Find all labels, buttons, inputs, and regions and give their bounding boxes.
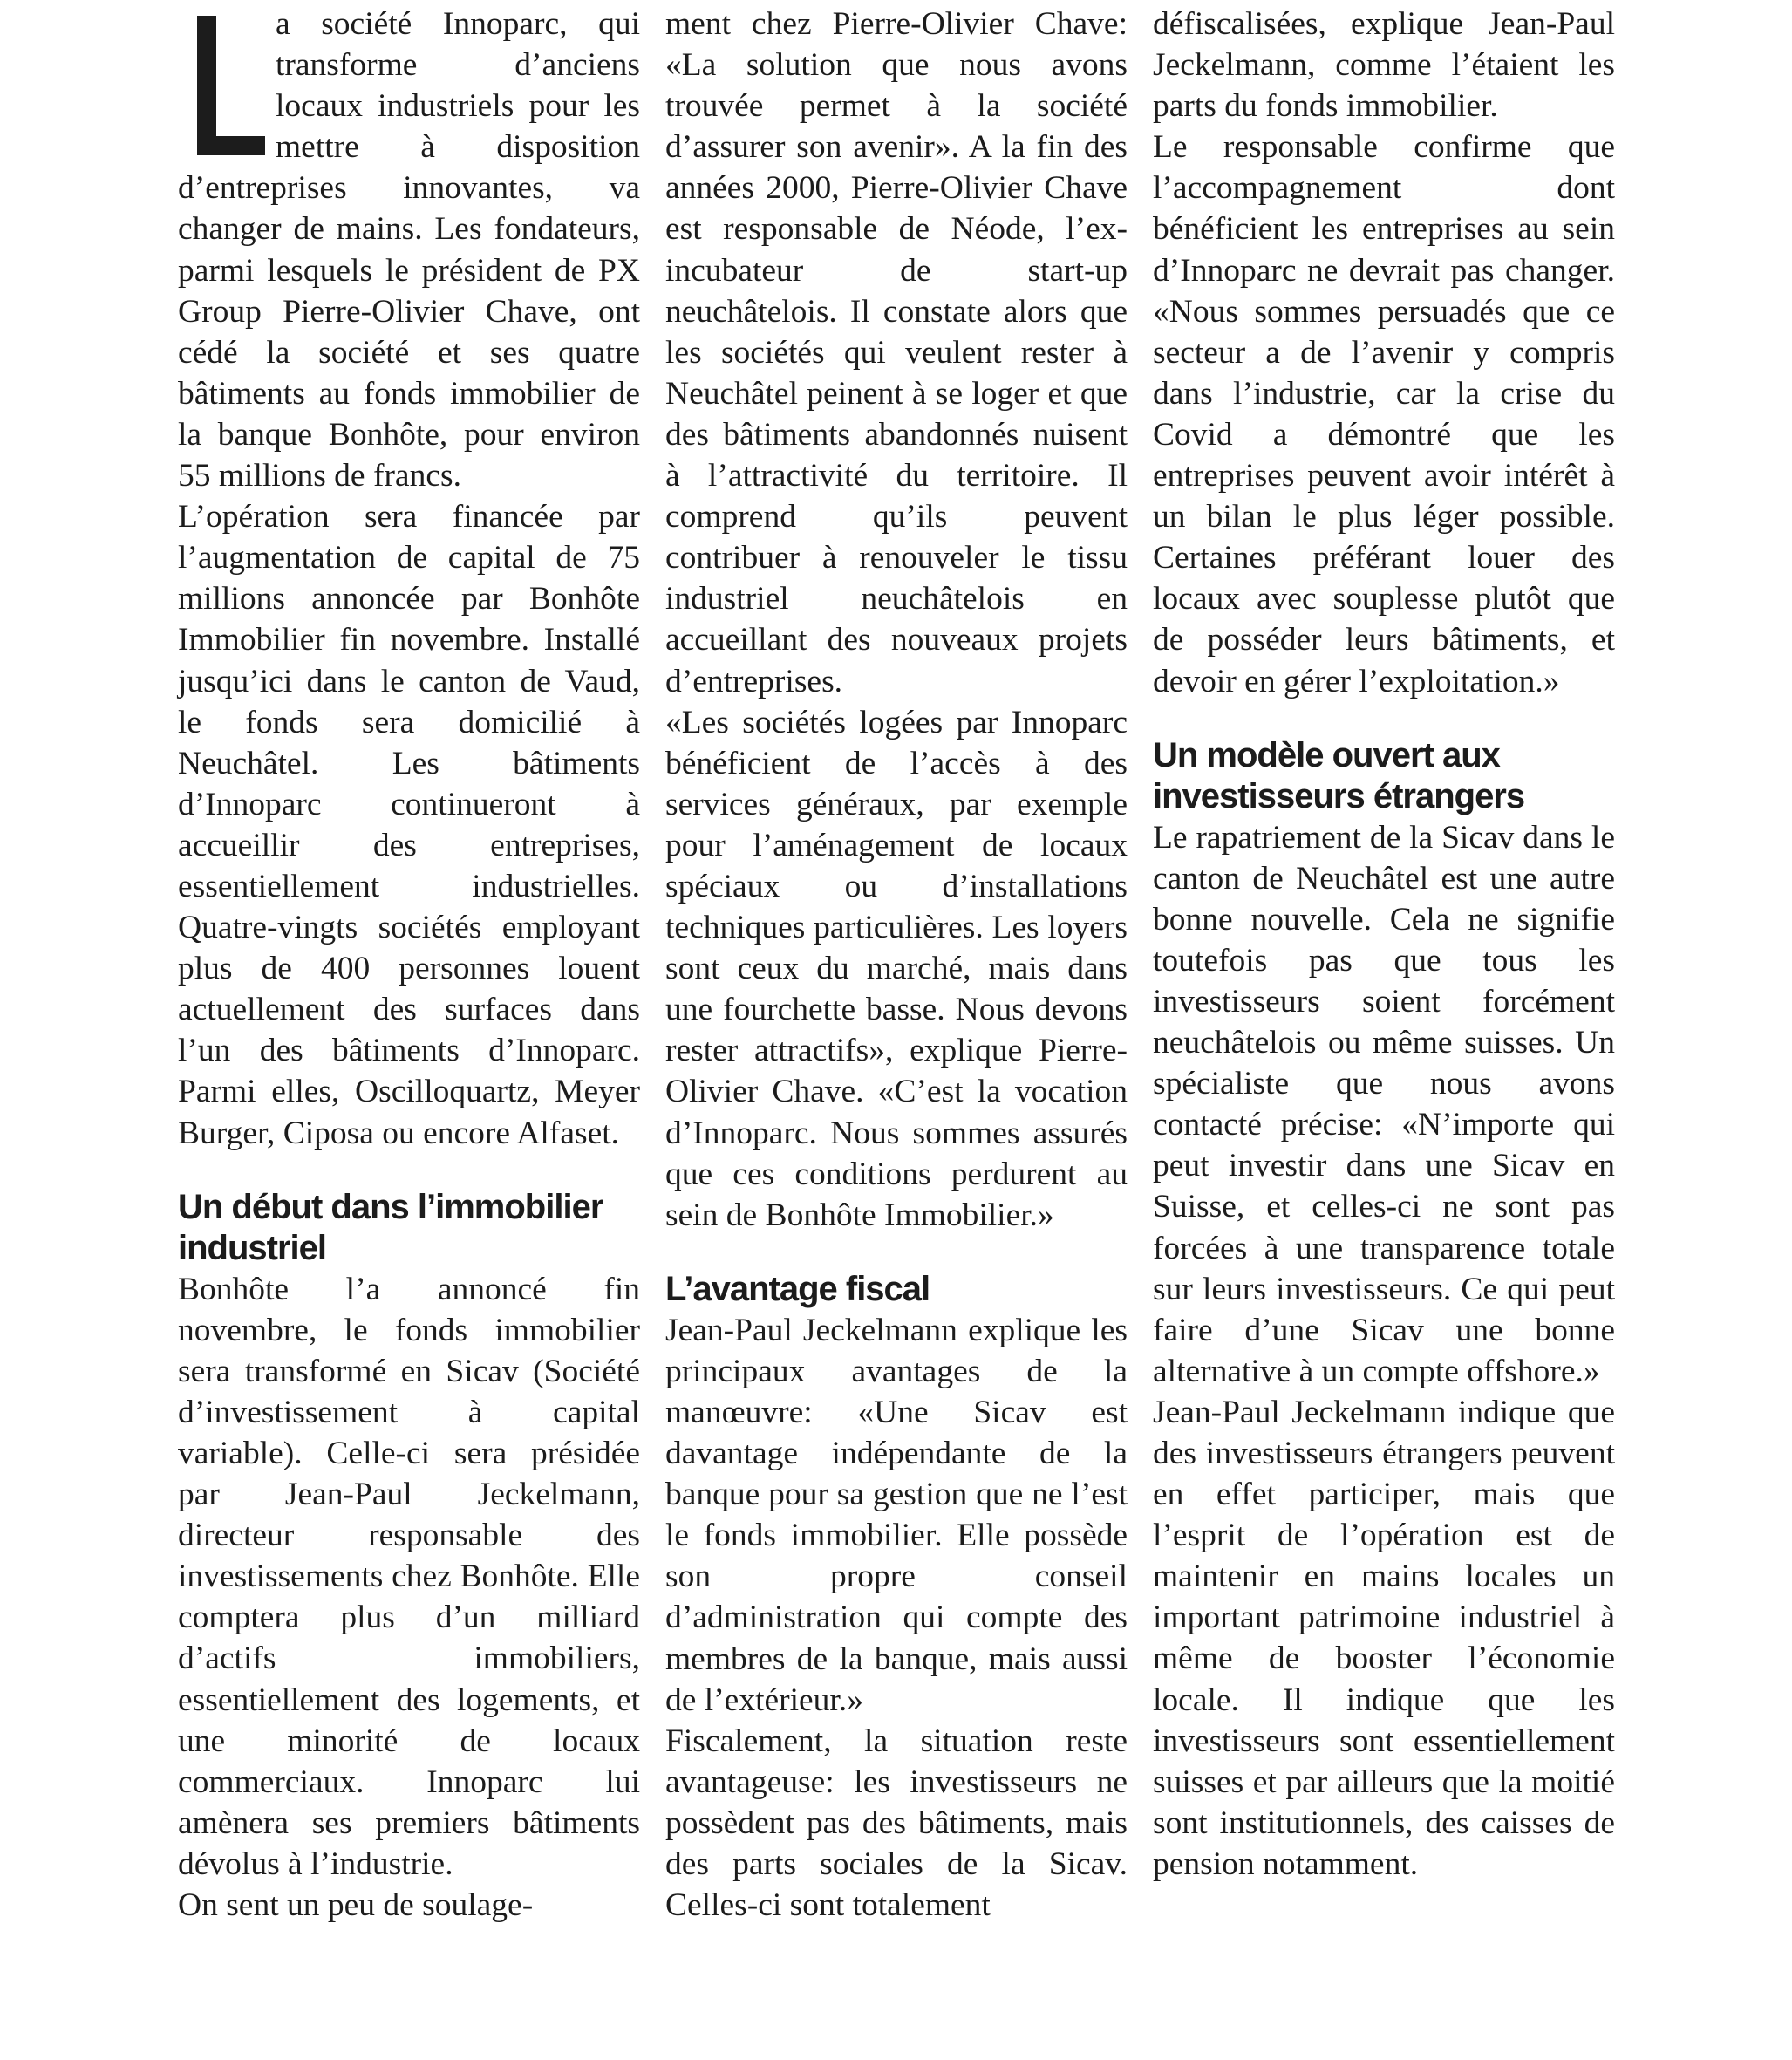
- body-paragraph: ment chez Pierre-Olivier Chave: «La solution que nous avons trouvée permet à la société d’assurer son avenir». A la fin des années 2000, Pierre-Olivier Chave est responsable de Néode, l’ex-incubateur de start-up neuchâtelois. Il constate alors que les sociétés qui veulent rester à Neuchâtel peinent à se loger et que des bâtiments abandonnés nuisent à l’attractivité du territoire. Il comprend qu’ils peuvent contribuer à renouveler le tissu industriel neuchâtelois en accueillant des nouveaux projets d’entreprises.: [665, 6, 1128, 699]
- article-column-1: [178, 3, 640, 1926]
- body-paragraph: Fiscalement, la situation reste avantageuse: les investisseurs ne possèdent pas des bâtiments, mais des parts sociales de la Sicav. Celles-ci sont totalement: [665, 1722, 1128, 1924]
- body-paragraph: Jean-Paul Jeckelmann explique les principaux avantages de la manœuvre: «Une Sicav est davantage indépendante de la banque pour sa gestion que ne l’est le fonds immobilier. Elle possède son propre conseil d’administration qui compte des membres de la banque, mais aussi de l’extérieur.»: [665, 1312, 1128, 1718]
- section-heading: Un modèle ouvert aux investisseurs étrangers: [1153, 735, 1525, 815]
- article-column-2: [665, 3, 1128, 1926]
- body-paragraph: Le rapatriement de la Sicav dans le canton de Neuchâtel est une autre bonne nouvelle. Cela ne signifie toutefois pas que tous les investisseurs soient forcément neuchâtelois ou même suisses. Un spécialiste que nous avons contacté précise: «N’importe qui peut investir dans une Sicav en Suisse, et celles-ci ne sont pas forcées à une transparence totale sur leurs investisseurs. Ce qui peut faire d’une Sicav une bonne alternative à un compte offshore.»: [1153, 819, 1615, 1389]
- article-column-3: [1153, 3, 1615, 1885]
- body-paragraph: Jean-Paul Jeckelmann indique que des investisseurs étrangers peuvent en effet participer, mais que l’esprit de l’opération est de maintenir en mains locales un important patrimoine industriel à même de booster l’économie locale. Il indique que les investisseurs sont essentiellement suisses et par ailleurs que la moitié sont institutionnels, des caisses de pension notamment.: [1153, 1394, 1615, 1882]
- body-paragraph: L’opération sera financée par l’augmentation de capital de 75 millions annoncée par Bonhôte Immobilier fin novembre. Installé jusqu’ici dans le canton de Vaud, le fonds sera domicilié à Neuchâtel. Les bâtiments d’Innoparc continueront à accueillir des entreprises, essentiellement industrielles. Quatre-vingts sociétés employant plus de 400 personnes louent actuellement des surfaces dans l’un des bâtiments d’Innoparc. Parmi elles, Oscilloquartz, Meyer Burger, Ciposa ou encore Alfaset.: [178, 499, 640, 1151]
- body-paragraph: «Les sociétés logées par Innoparc bénéficient de l’accès à des services généraux, par exemple pour l’aménagement de locaux spéciaux ou d’installations techniques particulières. Les loyers sont ceux du marché, mais dans une fourchette basse. Nous devons rester attractifs», explique Pierre-Olivier Chave. «C’est la vocation d’Innoparc. Nous sommes assurés que ces conditions perdurent au sein de Bonhôte Immobilier.»: [665, 704, 1128, 1233]
- section-heading: L’avantage fiscal: [665, 1269, 930, 1308]
- body-paragraph: Bonhôte l’a annoncé fin novembre, le fonds immobilier sera transformé en Sicav (Société d’investissement à capital variable). Celle-ci sera présidée par Jean-Paul Jeckelmann, directeur responsable des investissements chez Bonhôte. Elle comptera plus d’un milliard d’actifs immobiliers, essentiellement des logements, et une minorité de locaux commerciaux. Innoparc lui amènera ses premiers bâtiments dévolus à l’industrie.: [178, 1271, 640, 1882]
- body-paragraph: On sent un peu de soulage-: [178, 1887, 534, 1924]
- lead-paragraph-block: [178, 3, 640, 496]
- body-paragraph: défiscalisées, explique Jean-Paul Jeckelmann, comme l’étaient les parts du fonds immobilier.: [1153, 6, 1615, 125]
- body-paragraph: Le responsable confirme que l’accompagnement dont bénéficient les entreprises au sein d’Innoparc ne devrait pas changer. «Nous sommes persuadés que ce secteur a de l’avenir y compris dans l’industrie, car la crise du Covid a démontré que les entreprises peuvent avoir intérêt à un bilan le plus léger possible. Certaines préférant louer des locaux avec souplesse plutôt que de posséder leurs bâtiments, et devoir en gérer l’exploitation.»: [1153, 129, 1615, 699]
- section-heading: Un début dans l’immobilier industriel: [178, 1187, 603, 1267]
- drop-cap: [178, 3, 265, 156]
- drop-cap-foot: [197, 136, 265, 155]
- drop-cap-stem: [197, 16, 216, 155]
- lead-paragraph: a société Innoparc, qui transforme d’anciens locaux industriels pour les mettre à disposition d’entreprises innovantes, va changer de mains. Les fondateurs, parmi lesquels le président de PX Group Pierre-Olivier Chave, ont cédé la société et ses quatre bâtiments au fonds immobilier de la banque Bonhôte, pour environ 55 millions de francs.: [178, 6, 640, 495]
